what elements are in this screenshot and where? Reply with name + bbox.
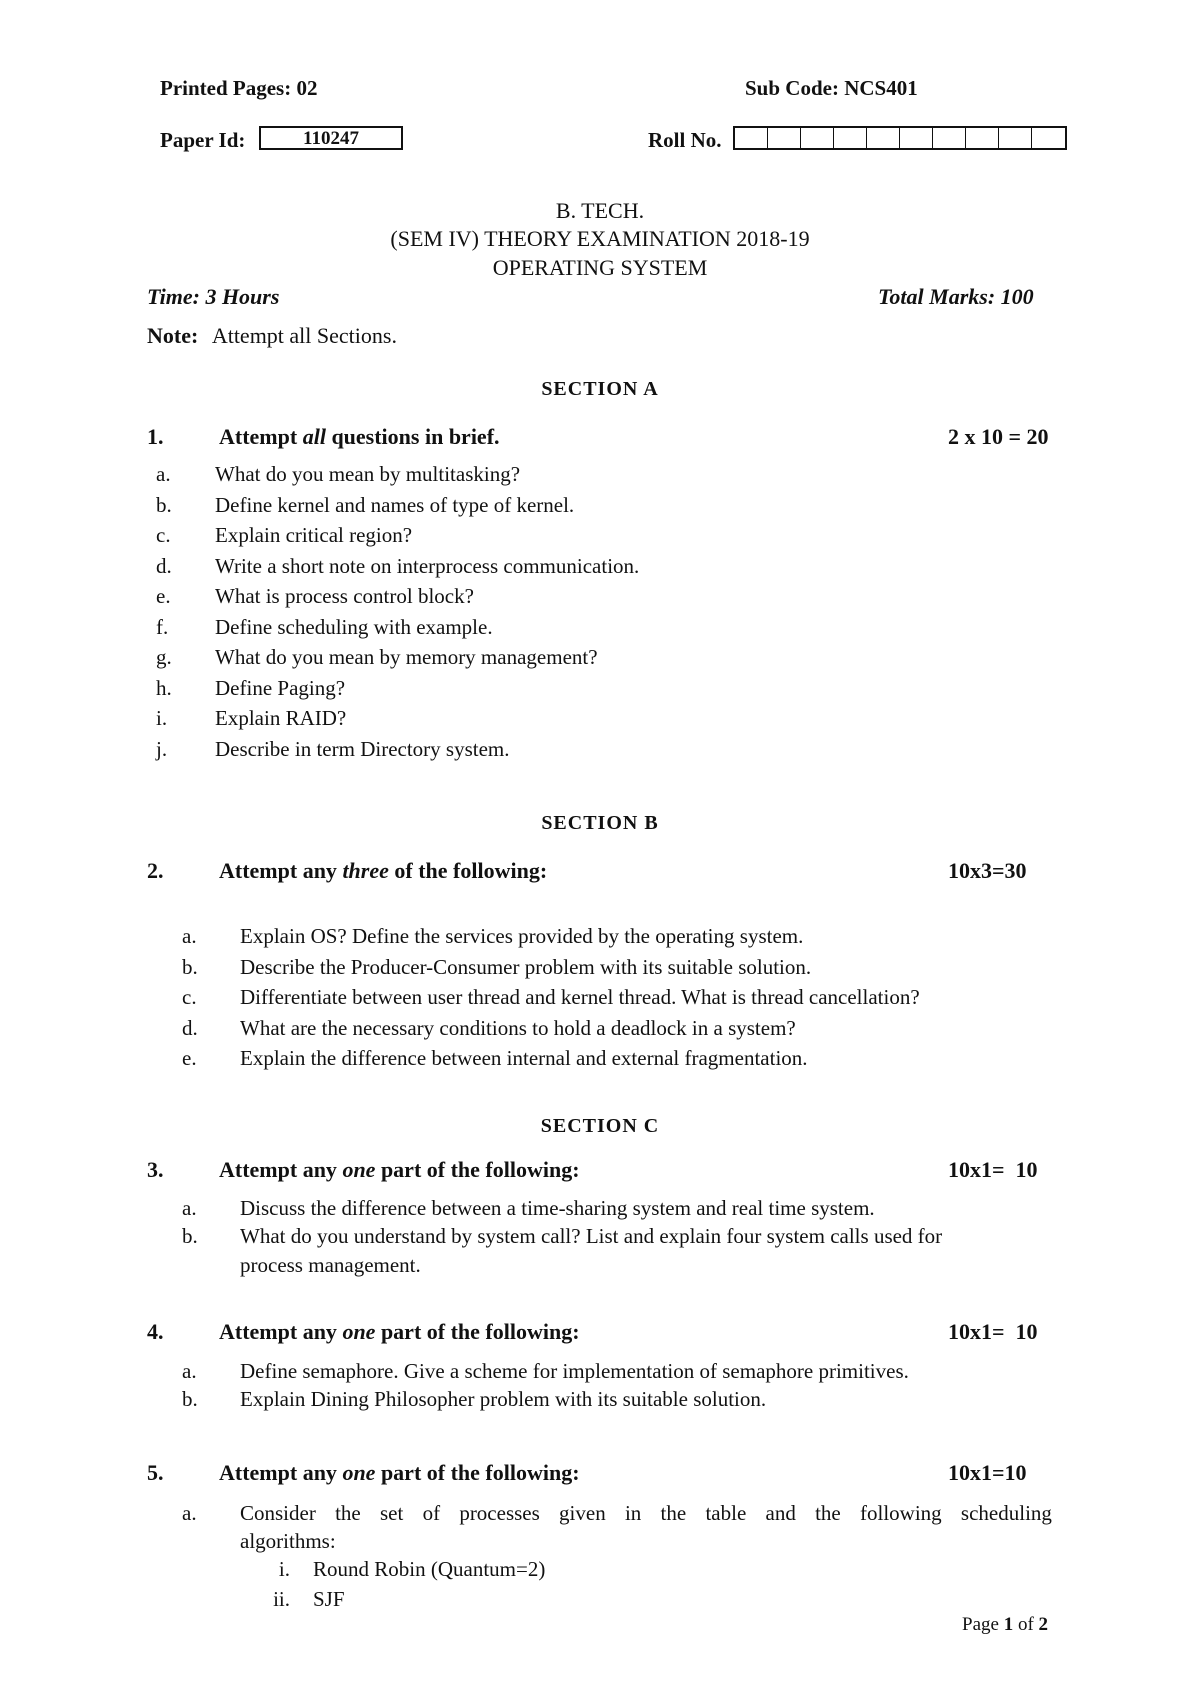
- roll-no-label: Roll No.: [648, 128, 722, 152]
- word: given: [559, 1501, 606, 1525]
- section-a-item-letter: i.: [156, 706, 168, 730]
- q4-marks: 10x1= 10: [948, 1319, 1038, 1344]
- roll-no-boxes: [733, 126, 1067, 150]
- note: [147, 323, 397, 349]
- roll-no-cell: [999, 128, 1032, 148]
- section-b-heading: SECTION B: [541, 812, 659, 834]
- q1-instruction: Attempt all questions in brief.: [219, 424, 500, 449]
- q3-b-text-line2: process management.: [240, 1253, 421, 1277]
- section-a-item-letter: d.: [156, 553, 172, 578]
- subject-title: OPERATING SYSTEM: [492, 255, 708, 280]
- word: set: [379, 1501, 404, 1525]
- sub-code: Sub Code: NCS401: [745, 76, 918, 100]
- q5-instruction: Attempt any one part of the following:: [219, 1460, 580, 1485]
- page-number: Page 1 of 2: [962, 1614, 1049, 1635]
- section-a-item-letter: f.: [156, 614, 169, 639]
- q3-b-letter: b.: [182, 1224, 198, 1248]
- printed-pages: Printed Pages: 02: [160, 76, 318, 100]
- section-a-item-text: What is process control block?: [215, 584, 474, 608]
- section-a-item-text: Describe in term Directory system.: [215, 736, 510, 761]
- roll-no-cell: [834, 128, 867, 148]
- section-b-item-text: Differentiate between user thread and kernel thread. What is thread cancellation?: [240, 985, 920, 1009]
- roll-no-cell: [900, 128, 933, 148]
- q1-number: 1.: [147, 424, 164, 449]
- section-b-item-text: Explain the difference between internal and external fragmentation.: [240, 1046, 808, 1070]
- section-a-item-text: What do you mean by memory management?: [215, 645, 598, 669]
- section-b-item-letter: a.: [182, 924, 197, 948]
- roll-no-cell: [768, 128, 801, 148]
- q1-marks: 2 x 10 = 20: [948, 424, 1049, 449]
- section-a-item-letter: a.: [156, 462, 171, 486]
- q2-instruction: Attempt any three of the following:: [219, 858, 548, 883]
- q4-a-letter: a.: [182, 1359, 197, 1383]
- q3-number: 3.: [147, 1157, 164, 1182]
- section-a-item-letter: h.: [156, 675, 172, 700]
- section-a-item-text: Write a short note on interprocess communication.: [215, 553, 640, 578]
- section-b-item-letter: e.: [182, 1046, 197, 1070]
- q4-a-text: Define semaphore. Give a scheme for implementation of semaphore primitives.: [240, 1359, 909, 1383]
- q3-a-text: Discuss the difference between a time-sharing system and real time system.: [240, 1196, 875, 1220]
- word: the: [335, 1501, 361, 1525]
- word: of: [422, 1501, 441, 1525]
- q5-sub-ii-letter: ii.: [273, 1587, 290, 1611]
- q5-sub-i-letter: i.: [278, 1557, 290, 1581]
- section-a-item-letter: g.: [156, 645, 172, 669]
- q3-a-letter: a.: [182, 1196, 197, 1220]
- section-b-item-letter: d.: [182, 1015, 198, 1040]
- exam-title: (SEM IV) THEORY EXAMINATION 2018-19: [390, 226, 810, 251]
- q3-marks: 10x1= 10: [948, 1157, 1038, 1182]
- roll-no-cell: [735, 128, 768, 148]
- section-a-item-text: Explain RAID?: [215, 706, 347, 730]
- q4-b-text: Explain Dining Philosopher problem with its suitable solution.: [240, 1387, 767, 1411]
- section-a-item-letter: c.: [156, 523, 171, 547]
- q2-number: 2.: [147, 858, 164, 883]
- time-allowed: Time: 3 Hours: [147, 284, 280, 309]
- total-marks: Total Marks: 100: [878, 284, 1034, 309]
- word: following: [860, 1501, 942, 1525]
- section-b-item-letter: b.: [182, 954, 198, 979]
- roll-no-cell: [933, 128, 966, 148]
- q5-a-text-line1: [240, 1501, 1052, 1526]
- q4-number: 4.: [147, 1319, 164, 1344]
- q5-sub-ii-text: SJF: [313, 1587, 345, 1611]
- section-b-item-text: Explain OS? Define the services provided by the operating system.: [240, 924, 804, 948]
- word: the: [815, 1501, 841, 1525]
- paper-id-label: Paper Id:: [160, 128, 246, 152]
- q5-sub-i-text: Round Robin (Quantum=2): [313, 1557, 546, 1581]
- q3-instruction: Attempt any one part of the following:: [219, 1157, 580, 1182]
- course-title: B. TECH.: [555, 198, 645, 223]
- q4-instruction: Attempt any one part of the following:: [219, 1319, 580, 1344]
- word: the: [660, 1501, 687, 1525]
- section-a-item-text: Define kernel and names of type of kernel.: [215, 492, 575, 517]
- section-c-heading: SECTION C: [540, 1115, 660, 1137]
- word: and: [765, 1501, 796, 1525]
- note-text: Attempt all Sections.: [211, 323, 397, 348]
- q3-b-text-line1: What do you understand by system call? List and explain four system calls used for: [240, 1224, 943, 1248]
- word: scheduling: [960, 1501, 1052, 1525]
- section-a-item-text: Define Paging?: [215, 675, 346, 700]
- word: table: [705, 1501, 747, 1525]
- section-a-item-text: Explain critical region?: [215, 523, 413, 547]
- section-b-item-text: What are the necessary conditions to hold a deadlock in a system?: [240, 1015, 796, 1040]
- q5-number: 5.: [147, 1460, 164, 1485]
- roll-no-cell: [966, 128, 999, 148]
- q5-a-letter: a.: [182, 1501, 197, 1525]
- q5-a-text-line2: algorithms:: [240, 1529, 336, 1553]
- section-b-item-text: Describe the Producer-Consumer problem with its suitable solution.: [240, 954, 812, 979]
- word: in: [624, 1501, 642, 1525]
- note-label: Note:: [147, 323, 199, 348]
- section-a-item-letter: e.: [156, 584, 171, 608]
- roll-no-cell: [1032, 128, 1065, 148]
- q4-b-letter: b.: [182, 1387, 198, 1411]
- section-a-item-text: Define scheduling with example.: [215, 614, 493, 639]
- section-b-item-letter: c.: [182, 985, 197, 1009]
- roll-no-cell: [867, 128, 900, 148]
- q2-marks: 10x3=30: [948, 858, 1027, 883]
- section-a-item-text: What do you mean by multitasking?: [215, 462, 521, 486]
- paper-id-box: 110247: [259, 126, 403, 150]
- section-a-item-letter: b.: [156, 492, 172, 517]
- section-a-item-letter: j.: [156, 736, 168, 761]
- roll-no-cell: [801, 128, 834, 148]
- section-a-heading: SECTION A: [541, 378, 659, 400]
- q5-marks: 10x1=10: [948, 1460, 1027, 1485]
- word: Consider: [240, 1501, 316, 1525]
- word: processes: [459, 1501, 540, 1525]
